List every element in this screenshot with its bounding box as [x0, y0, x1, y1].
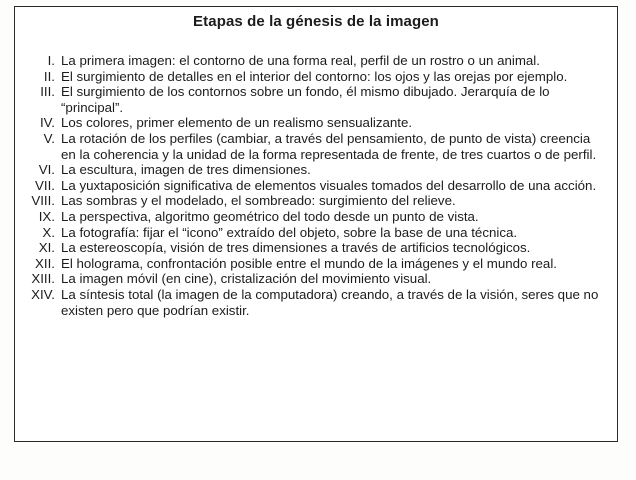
- list-item: [15, 178, 617, 194]
- item-text: La escultura, imagen de tres dimensiones.: [61, 162, 311, 178]
- list-item: [15, 84, 617, 115]
- item-numeral: X.: [42, 224, 55, 240]
- item-numeral: V.: [43, 130, 55, 146]
- item-numeral: XII.: [35, 255, 55, 271]
- item-text: La perspectiva, algoritmo geométrico del todo desde un punto de vista.: [61, 208, 479, 224]
- item-numeral: I.: [47, 53, 55, 68]
- item-numeral: XIV.: [31, 286, 55, 302]
- item-text: La fotografía: fijar el “icono” extraído del objeto, sobre la base de una técnica.: [61, 224, 518, 240]
- list-item: [15, 131, 617, 162]
- content-frame: [14, 6, 618, 442]
- item-numeral: XIII.: [31, 271, 55, 287]
- item-numeral: IV.: [39, 115, 55, 131]
- list-item: [15, 53, 617, 69]
- item-numeral: IX.: [38, 208, 55, 224]
- list-item: [15, 69, 617, 85]
- item-numeral: II.: [43, 68, 55, 84]
- item-numeral: XI.: [38, 240, 55, 256]
- item-text: La rotación de los perfiles (cambiar, a través del pensamiento, de punto de vista) creencia en la coherencia y la unidad de la forma representada de frente, de tres cuartos o de perfil.: [61, 130, 597, 162]
- list-item: [15, 225, 617, 241]
- list-item: [15, 256, 617, 272]
- item-text: El surgimiento de detalles en el interior del contorno: los ojos y las orejas por ejemplo.: [61, 68, 568, 84]
- document-title: Etapas de la génesis de la imagen: [193, 13, 439, 30]
- item-text: La estereoscopía, visión de tres dimensiones a través de artificios tecnológicos.: [61, 240, 531, 256]
- item-numeral: VI.: [38, 162, 55, 178]
- list-item: [15, 240, 617, 256]
- item-text: Las sombras y el modelado, el sombreado: surgimiento del relieve.: [61, 193, 456, 209]
- list-item: [15, 287, 617, 318]
- item-text: La síntesis total (la imagen de la computadora) creando, a través de la visión, seres que no existen pero que podrían existir.: [61, 286, 599, 318]
- item-text: El surgimiento de los contornos sobre un fondo, él mismo dibujado. Jerarquía de lo “principal”.: [61, 84, 550, 115]
- item-text: Los colores, primer elemento de un realismo sensualizante.: [61, 115, 413, 131]
- item-text: La primera imagen: el contorno de una forma real, perfil de un rostro o un animal.: [61, 53, 540, 68]
- item-text: La yuxtaposición significativa de elementos visuales tomados del desarrollo de una acción.: [61, 177, 597, 193]
- list-item: [15, 193, 617, 209]
- item-numeral: VII.: [35, 177, 55, 193]
- item-numeral: VIII.: [31, 193, 55, 209]
- list-item: [15, 271, 617, 287]
- list-item: [15, 115, 617, 131]
- item-numeral: III.: [40, 84, 55, 100]
- list-item: [15, 162, 617, 178]
- list-item: [15, 209, 617, 225]
- item-text: La imagen móvil (en cine), cristalización del movimiento visual.: [61, 271, 432, 287]
- item-text: El holograma, confrontación posible entre el mundo de la imágenes y el mundo real.: [61, 255, 557, 271]
- stages-list: [15, 53, 617, 318]
